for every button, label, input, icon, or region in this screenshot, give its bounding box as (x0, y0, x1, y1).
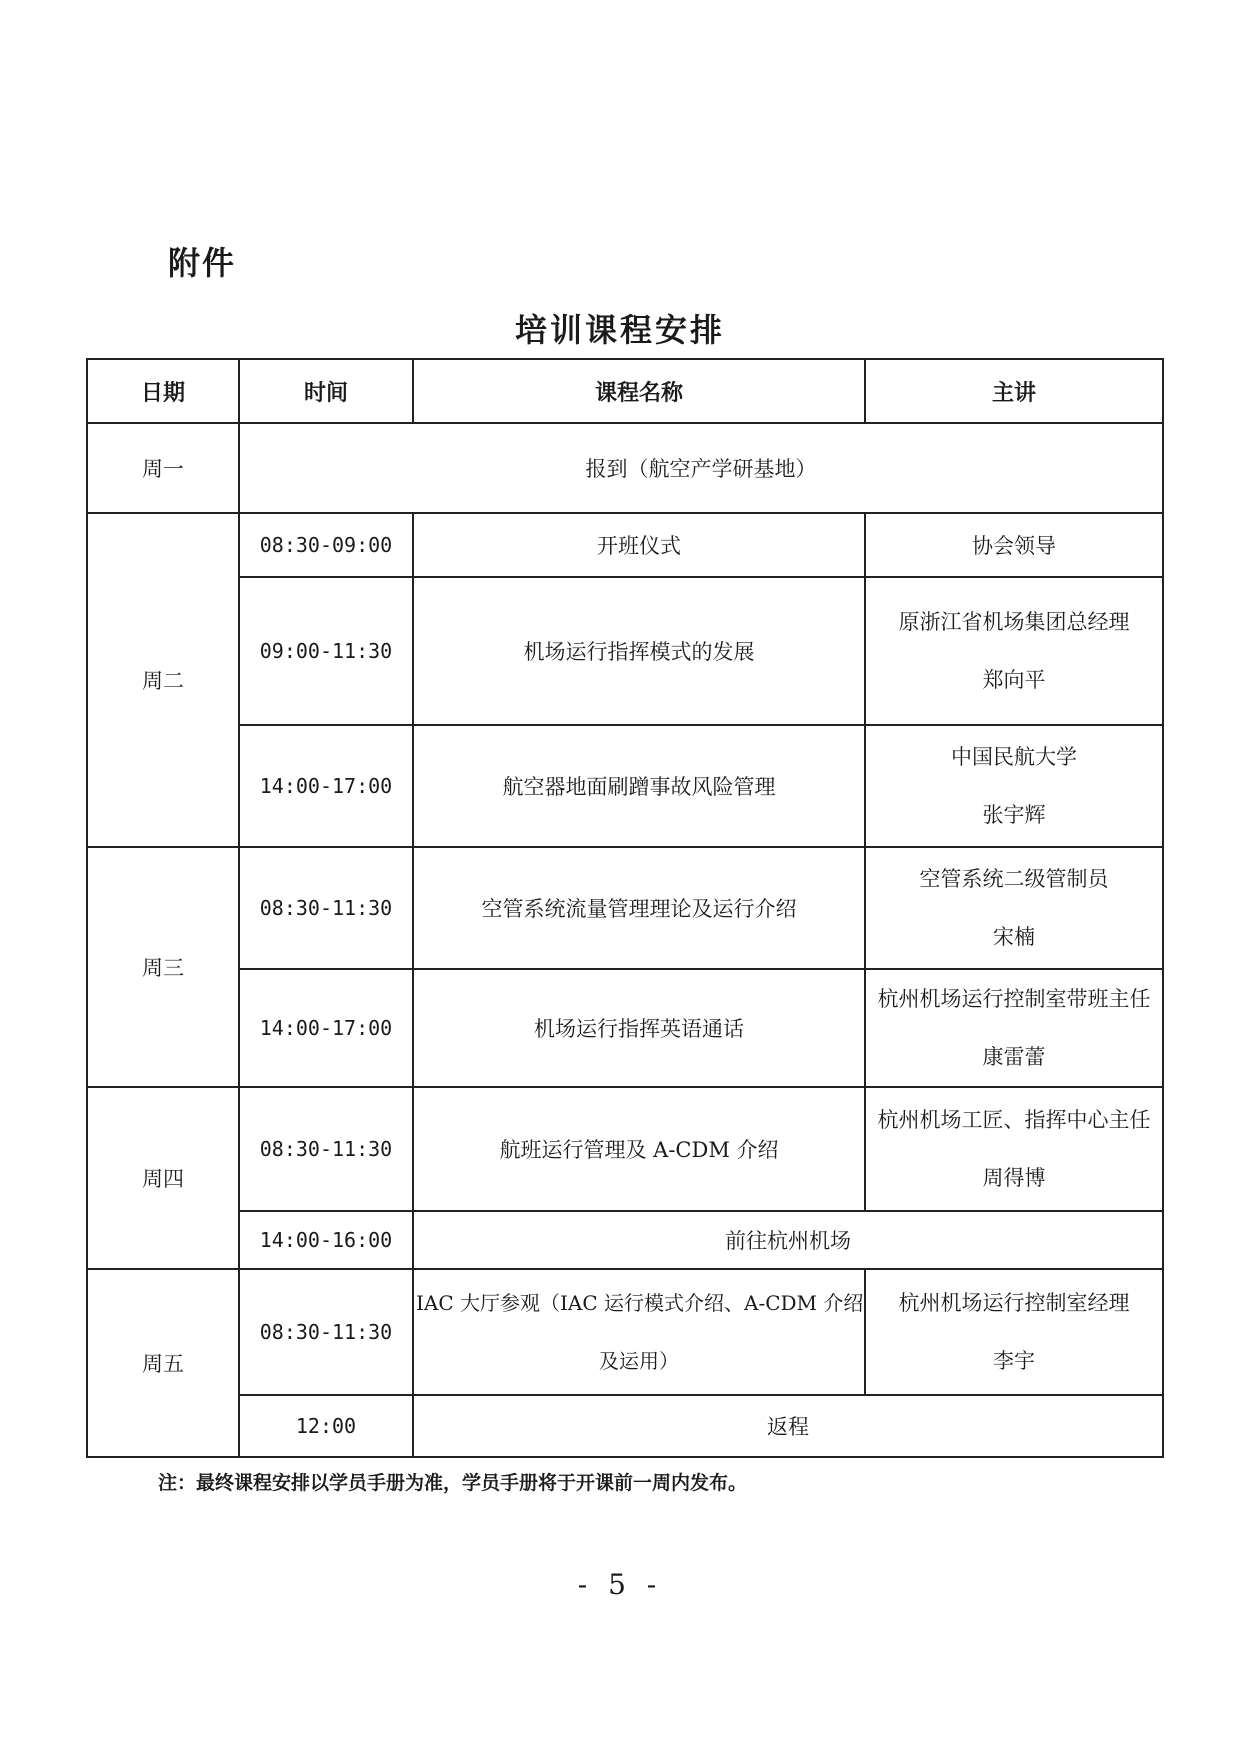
header-course: 课程名称 (413, 359, 865, 423)
header-speaker: 主讲 (865, 359, 1163, 423)
speaker-cell (865, 847, 1163, 969)
page-number: - 5 - (577, 1568, 663, 1601)
time-cell: 08:30-09:00 (239, 513, 413, 577)
activity-cell: 前往杭州机场 (413, 1211, 1163, 1269)
course-cell: 航空器地面刷蹭事故风险管理 (413, 725, 865, 847)
document-title: 培训课程安排 (514, 311, 725, 349)
day-cell: 周二 (87, 513, 239, 847)
schedule-table (86, 358, 1164, 1458)
course-cell (413, 1269, 865, 1395)
time-cell: 14:00-17:00 (239, 725, 413, 847)
time-cell: 14:00-17:00 (239, 969, 413, 1087)
course-line: 及运用） (599, 1349, 679, 1373)
attachment-label: 附件 (168, 244, 237, 282)
table-row (87, 1395, 1163, 1457)
speaker-org: 杭州机场运行控制室经理 (898, 1291, 1130, 1315)
table-row (87, 577, 1163, 725)
table-row (87, 1087, 1163, 1211)
table-row (87, 423, 1163, 513)
header-row (87, 359, 1163, 423)
speaker-name: 郑向平 (982, 668, 1046, 692)
header-date: 日期 (87, 359, 239, 423)
course-cell: 机场运行指挥英语通话 (413, 969, 865, 1087)
speaker-cell (865, 577, 1163, 725)
speaker-cell: 协会领导 (865, 513, 1163, 577)
speaker-org: 原浙江省机场集团总经理 (898, 610, 1130, 634)
speaker-name: 张宇辉 (982, 803, 1046, 827)
speaker-name: 李宇 (993, 1349, 1035, 1373)
table-row (87, 969, 1163, 1087)
speaker-org: 杭州机场工匠、指挥中心主任 (877, 1108, 1151, 1132)
speaker-cell (865, 969, 1163, 1087)
day-cell: 周四 (87, 1087, 239, 1269)
header-time: 时间 (239, 359, 413, 423)
speaker-name: 宋楠 (993, 925, 1035, 949)
day-cell: 周五 (87, 1269, 239, 1457)
table-row (87, 1269, 1163, 1395)
speaker-org: 杭州机场运行控制室带班主任 (877, 987, 1151, 1011)
speaker-name: 周得博 (982, 1166, 1046, 1190)
course-cell: 航班运行管理及 A-CDM 介绍 (413, 1087, 865, 1211)
table-row (87, 1211, 1163, 1269)
course-cell: 机场运行指挥模式的发展 (413, 577, 865, 725)
time-cell: 08:30-11:30 (239, 1087, 413, 1211)
time-cell: 12:00 (239, 1395, 413, 1457)
speaker-name: 康雷蕾 (982, 1045, 1046, 1069)
day-cell: 周一 (87, 423, 239, 513)
course-line: IAC 大厅参观（IAC 运行模式介绍、A-CDM 介绍 (416, 1291, 864, 1315)
activity-cell: 报到（航空产学研基地） (239, 423, 1163, 513)
footnote: 注：最终课程安排以学员手册为准，学员手册将于开课前一周内发布。 (158, 1472, 748, 1494)
speaker-org: 空管系统二级管制员 (919, 867, 1109, 891)
activity-cell: 返程 (413, 1395, 1163, 1457)
time-cell: 08:30-11:30 (239, 1269, 413, 1395)
table-row (87, 513, 1163, 577)
time-cell: 14:00-16:00 (239, 1211, 413, 1269)
course-cell: 空管系统流量管理理论及运行介绍 (413, 847, 865, 969)
time-cell: 08:30-11:30 (239, 847, 413, 969)
day-cell: 周三 (87, 847, 239, 1087)
time-cell: 09:00-11:30 (239, 577, 413, 725)
course-cell: 开班仪式 (413, 513, 865, 577)
speaker-cell (865, 1087, 1163, 1211)
table-row (87, 847, 1163, 969)
table-row (87, 725, 1163, 847)
speaker-cell (865, 1269, 1163, 1395)
speaker-cell (865, 725, 1163, 847)
speaker-org: 中国民航大学 (951, 745, 1077, 769)
